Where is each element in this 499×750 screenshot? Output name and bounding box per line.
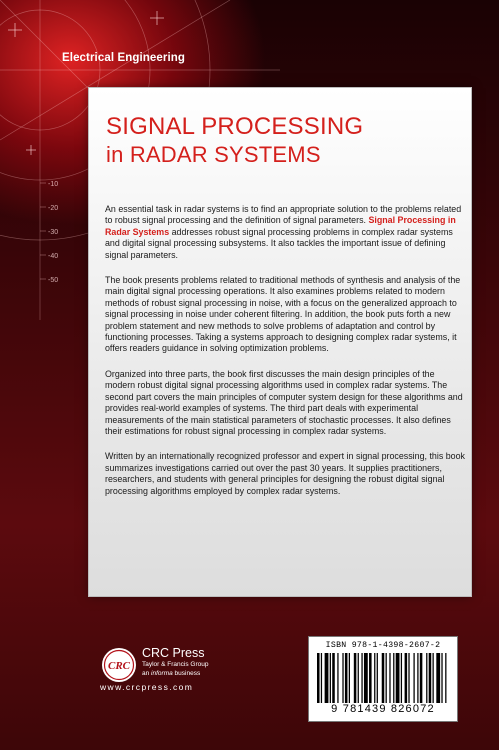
barcode-bar [364, 653, 368, 703]
radar-scale-label: -50 [48, 277, 59, 284]
barcode-bar [332, 653, 335, 703]
barcode-bar [393, 653, 394, 703]
barcode-bar [401, 653, 402, 703]
barcode-left-digits: 781439 [342, 703, 387, 715]
barcode-bar [345, 653, 348, 703]
business-suffix: business [172, 670, 201, 677]
radar-scale-label: -40 [48, 253, 59, 260]
business-prefix: an [142, 670, 152, 677]
barcode-bar [420, 653, 423, 703]
barcode-bar [382, 653, 385, 703]
barcode-bar [330, 653, 331, 703]
publisher-website: www.crcpress.com [100, 682, 194, 692]
informa-brand: informa [151, 670, 173, 677]
barcode-digits [309, 703, 457, 715]
radar-scale-label: -20 [48, 205, 59, 212]
crc-logo-icon [100, 646, 138, 684]
barcode-bar [408, 653, 409, 703]
barcode-bar [369, 653, 372, 703]
barcode-right-digits: 826072 [390, 703, 435, 715]
barcode-bar [386, 653, 387, 703]
barcode-bar [441, 653, 442, 703]
radar-scale-label: -30 [48, 229, 59, 236]
barcode-bar [349, 653, 350, 703]
barcode-bar [429, 653, 432, 703]
barcode-bar [377, 653, 378, 703]
paragraph-2: The book presents problems related to traditional methods of synthesis and analysis of the main digital signal processing operations. It also examines problems related to modern methods of robust signal processing in noise, with a focus on the generalized approach to signal processing in noise under coherent filtering. In addition, the book puts forth a new problem statement and new methods to solve problems of adaptation and control by functioning processes. Taking a systems approach to designing complex radar systems, it offers readers guidance in solving optimization problems. [105, 275, 461, 354]
book-title-highlight: Signal Processing in Radar Systems [105, 215, 456, 237]
book-title [106, 113, 363, 169]
barcode-bar [445, 653, 446, 703]
title-line-1: SIGNAL PROCESSING [106, 113, 364, 140]
barcode-bar [321, 653, 322, 703]
paragraph-1-text: An essential task in radar systems is to find an appropriate solution to the problems related to robust signal processing and the definition of signal parameters. [105, 204, 462, 226]
barcode-bar [417, 653, 418, 703]
isbn-barcode [308, 636, 458, 722]
barcode-bar [433, 653, 434, 703]
barcode-bar [358, 653, 359, 703]
barcode-bar [396, 653, 400, 703]
barcode-bar [405, 653, 408, 703]
barcode-bar [389, 653, 390, 703]
barcode-bar [374, 653, 375, 703]
paragraph-4: Written by an internationally recognized professor and expert in signal processing, this book summarizes investigations carried out over the past 30 years. It supplies practitioners, researchers, and students with general principles for designing the robust digital signal processing algorithms employed by complex radar systems. [105, 451, 465, 496]
book-description [105, 204, 465, 511]
paragraph-3: Organized into three parts, the book first discusses the main design principles of the modern robust digital signal processing algorithms used in complex radar systems. The second part covers the main principles of computer system design for these algorithms and provides real-world examples of systems. The third part deals with experimental measurements of the main statistical parameters of stochastic processes. It also defines their estimations for robust signal processing in complex radar systems. [105, 368, 463, 436]
barcode-bars [315, 653, 451, 703]
title-line-2: in RADAR SYSTEMS [106, 142, 321, 167]
publisher-group: Taylor & Francis Group [142, 661, 209, 668]
barcode-bar [413, 653, 414, 703]
series-label: Electrical Engineering [62, 52, 185, 64]
radar-scale-label: -10 [48, 181, 59, 188]
isbn-text: ISBN 978-1-4398-2607-2 [325, 641, 441, 650]
barcode-bar [317, 653, 320, 703]
barcode-bar [426, 653, 427, 703]
publisher-name: CRC Press [142, 646, 205, 660]
paragraph-1-text-end: addresses robust signal processing problems in complex radar systems and digital signal processing subsystems. It also tackles the important issue of defining signal parameters. [105, 226, 453, 260]
barcode-bar [337, 653, 338, 703]
paragraph-1 [105, 204, 465, 261]
barcode-bar [342, 653, 343, 703]
publisher-business-line [142, 670, 200, 678]
barcode-bar [354, 653, 357, 703]
crc-logo-text: CRC [107, 660, 131, 672]
barcode-bar [436, 653, 440, 703]
barcode-bar [361, 653, 362, 703]
barcode-bar [325, 653, 329, 703]
barcode-first-digit: 9 [331, 703, 339, 715]
